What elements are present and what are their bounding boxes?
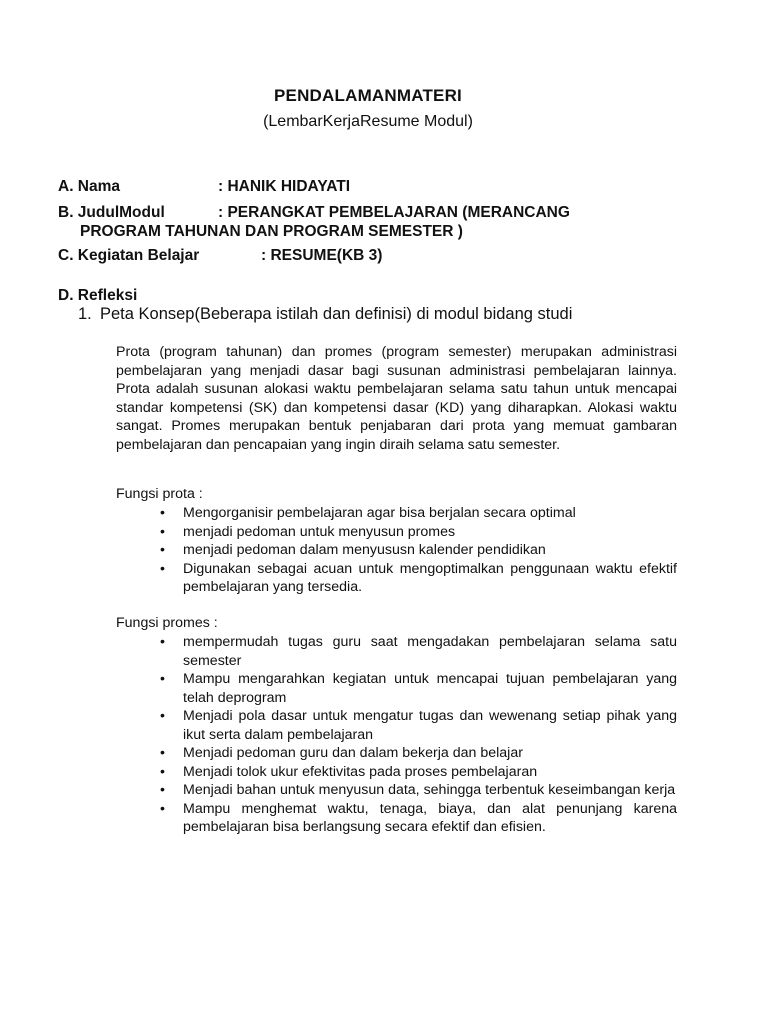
list-item: • Mengorganisir pembelajaran agar bisa berjalan secara optimal [160, 505, 576, 521]
list-item: • Menjadi bahan untuk menyusun data, sehingga terbentuk keseimbangan kerja [160, 782, 676, 798]
bullet-icon: • [160, 523, 165, 540]
bullet-icon: • [160, 708, 165, 724]
list-item: • menjadi pedoman dalam menyususn kalender pendidikan [160, 542, 546, 558]
list-item: • Menjadi tolok ukur efektivitas pada proses pembelajaran [160, 763, 538, 780]
fungsi-prota-list [160, 504, 677, 597]
list-item: • Digunakan sebagai acuan untuk mengoptimalkan penggunaan waktu efektif pembelajaran yang tersedia. [160, 560, 677, 595]
refleksi-label: D. Refleksi [58, 287, 138, 304]
fungsi-promes-label: Fungsi promes : [116, 615, 218, 631]
bullet-icon: • [160, 634, 165, 650]
field-judul-value: : PERANGKAT PEMBELAJARAN (MERANCANG [218, 204, 570, 221]
list-item: • menjadi pedoman untuk menyusun promes [160, 523, 456, 540]
list-item: • Mampu menghemat waktu, tenaga, biaya, dan alat penunjang karena pembelajaran bisa berlangsung secara efektif dan efisien. [160, 800, 677, 835]
field-nama [58, 177, 351, 196]
list-item: • mempermudah tugas guru saat mengadakan pembelajaran selama satu semester [160, 634, 677, 669]
bullet-icon: • [160, 745, 165, 761]
field-kegiatan-label: C. Kegiatan Belajar [58, 247, 200, 264]
list-item: • Menjadi pedoman guru dan dalam bekerja dan belajar [160, 745, 523, 761]
document-title: PENDALAMANMATERI [274, 86, 462, 105]
prota-promes-paragraph: Prota (program tahunan) dan promes (program semester) merupakan administrasi pembelajaran yang menjadi dasar bagi susunan administrasi pembelajaran lainnya. Prota adalah susunan alokasi waktu pembelajaran selama satu tahun untuk mencapai standar kompetensi (SK) dan kompetensi dasar (KD) yang diharapkan. Alokasi waktu sangat. Promes merupakan bentuk penjabaran dari prota yang memuat gambaran pembelajaran dan pencapaian yang ingin diraih selama satu semester. [116, 344, 677, 453]
bullet-icon: • [160, 505, 165, 521]
field-judul-modul [58, 203, 570, 240]
section-refleksi-heading [58, 286, 137, 305]
bullet-icon: • [160, 800, 165, 817]
bullet-icon: • [160, 782, 165, 798]
bullet-icon: • [160, 542, 165, 558]
fungsi-prota-label: Fungsi prota : [116, 486, 203, 502]
list-item: • Menjadi pola dasar untuk mengatur tugas dan wewenang setiap pihak yang ikut serta dalam pembelajaran [160, 708, 677, 743]
bullet-icon: • [160, 763, 165, 780]
field-kegiatan-belajar [58, 246, 383, 265]
list-item: • Mampu mengarahkan kegiatan untuk mencapai tujuan pembelajaran yang telah deprogram [160, 671, 677, 706]
peta-konsep-text: Peta Konsep(Beberapa istilah dan definisi) di modul bidang studi [100, 305, 573, 323]
bullet-icon: • [160, 560, 165, 577]
bullet-icon: • [160, 671, 165, 687]
document-subtitle: (LembarKerjaResume Modul) [263, 113, 473, 130]
field-kegiatan-value: : RESUME(KB 3) [261, 247, 383, 264]
field-nama-label: A. Nama [58, 178, 121, 195]
field-judul-value-continued: PROGRAM TAHUNAN DAN PROGRAM SEMESTER ) [80, 223, 463, 240]
field-judul-label: B. JudulModul [58, 204, 165, 221]
peta-konsep-heading [78, 305, 572, 324]
field-nama-value: : HANIK HIDAYATI [218, 178, 351, 195]
peta-konsep-number: 1. [78, 305, 92, 323]
fungsi-promes-list [160, 633, 677, 837]
